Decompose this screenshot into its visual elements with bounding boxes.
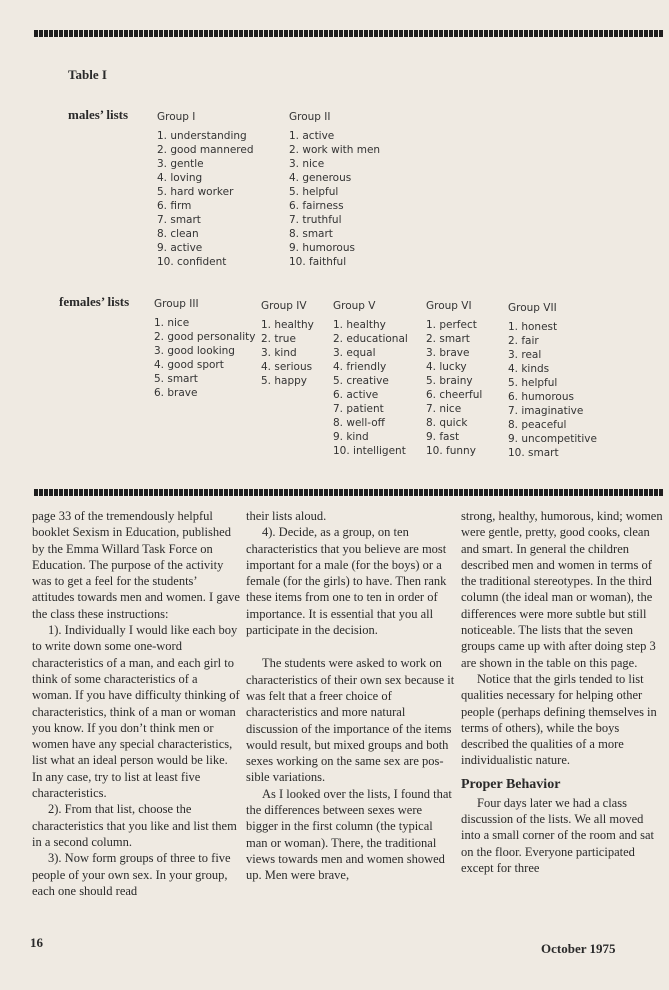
list-item: 10. smart: [508, 447, 559, 459]
group-heading: Group I: [157, 111, 196, 123]
males-label: males’ lists: [68, 107, 129, 122]
list-item: 4. loving: [157, 172, 203, 184]
list-item: 3. kind: [261, 347, 297, 359]
section-heading: Proper Behavior: [461, 776, 561, 792]
list-item: 5. happy: [261, 375, 307, 387]
list-item: 4. generous: [289, 172, 352, 184]
paragraph: page 33 of the tremendously helpful booklet Sexism in Education, published by the Emma Willard Task Force on Education. The purpose of the activity was to get a feel for the students’ attitudes towards men and women. I gave the class these instructions:: [32, 509, 240, 621]
table-title: Table I: [68, 67, 107, 82]
list-item: 3. equal: [333, 347, 376, 359]
list-item: 2. true: [261, 333, 296, 345]
paragraph: 2). From that list, choose the characteristics that you like and list them in a second column.: [32, 802, 237, 849]
list-item: 4. friendly: [333, 361, 387, 373]
list-item: 9. active: [157, 242, 203, 254]
list-item: 8. peaceful: [508, 419, 567, 431]
list-item: 2. fair: [508, 335, 539, 347]
paragraph: 3). Now form groups of three to five people of your own sex. In your group, each one should read: [32, 851, 231, 898]
article-column-2: [246, 508, 456, 884]
list-item: 3. real: [508, 349, 542, 361]
list-item: 1. healthy: [333, 319, 386, 331]
paragraph: strong, healthy, humorous, kind; women were gentle, pretty, good cooks, clean and smart. In general the children described men and women in terms of the traditional stereotypes. In the third column (the ideal man or woman), the differences were more subtle but still noticeable. The lists that the seven groups came up with after doing step 3 are shown in the table on this page.: [461, 509, 663, 670]
group-heading: Group VII: [508, 302, 557, 314]
list-item: 8. quick: [426, 417, 468, 429]
list-item: 9. humorous: [289, 242, 355, 254]
paragraph: The students were asked to work on characteristics of their own sex because it was felt that a freer choice of characteristics and more natural discussion of the importance of the items would result, but mixed groups and both sexes working on the same sex are possible variations.: [246, 656, 455, 785]
list-item: 3. good looking: [154, 345, 235, 357]
list-item: 6. brave: [154, 387, 198, 399]
paragraph: 4). Decide, as a group, on ten characteristics that you believe are most important for a male (for the boys) or a female (for the girls) to have. Then rank these items from one to ten in order of importance. It is essential that you all participate in the decision.: [246, 525, 447, 638]
article-column-3: [461, 508, 663, 876]
list-item: 9. kind: [333, 431, 369, 443]
list-item: 6. humorous: [508, 391, 574, 403]
group-7: [508, 302, 597, 460]
list-item: 6. active: [333, 389, 379, 401]
list-item: 7. patient: [333, 403, 384, 415]
list-item: 3. brave: [426, 347, 470, 359]
list-item: 4. kinds: [508, 363, 550, 375]
group-heading: Group VI: [426, 300, 472, 312]
paragraph: 1). Individually I would like each boy to write down some one-word characteristics of a man, and each girl to think of some characteristics of a woman. If you have difficulty thinking of characteristics, think of a man or woman you know. If you don’t think men or women have any special characteristics, list what an ideal person would be like. In any case, try to list at least five characteristics.: [32, 623, 240, 801]
list-item: 2. good personality: [154, 331, 256, 343]
list-item: 10. faithful: [289, 256, 347, 268]
middle-rule: [34, 489, 664, 496]
list-item: 3. gentle: [157, 158, 204, 170]
list-item: 6. cheerful: [426, 389, 483, 401]
list-item: 2. work with men: [289, 144, 381, 156]
list-item: 6. fairness: [289, 200, 344, 212]
issue-date: October 1975: [541, 941, 616, 956]
paragraph: their lists aloud.: [246, 509, 327, 523]
list-item: 1. perfect: [426, 319, 477, 331]
page-number: 16: [30, 935, 43, 950]
list-item: 5. smart: [154, 373, 198, 385]
list-item: 7. nice: [426, 403, 462, 415]
list-item: 8. well-off: [333, 417, 385, 429]
list-item: 2. educational: [333, 333, 408, 345]
list-item: 5. creative: [333, 375, 389, 387]
group-5: [333, 300, 408, 458]
article-column-1: [32, 508, 240, 899]
list-item: 4. lucky: [426, 361, 467, 373]
list-item: 2. good mannered: [157, 144, 254, 156]
females-label: females’ lists: [59, 294, 130, 309]
list-item: 5. brainy: [426, 375, 473, 387]
list-item: 10. funny: [426, 445, 476, 457]
group-2: [289, 111, 380, 269]
list-item: 6. firm: [157, 200, 192, 212]
list-item: 8. smart: [289, 228, 333, 240]
group-heading: Group V: [333, 300, 376, 312]
list-item: 7. smart: [157, 214, 201, 226]
list-item: 2. smart: [426, 333, 470, 345]
list-item: 7. truthful: [289, 214, 342, 226]
group-3: [154, 298, 255, 400]
list-item: 7. imaginative: [508, 405, 584, 417]
group-4: [261, 300, 314, 388]
list-item: 1. healthy: [261, 319, 314, 331]
list-item: 4. serious: [261, 361, 313, 373]
paragraph: Notice that the girls tended to list qualities necessary for helping other people (perhaps defining themselves in terms of others), while the boys described the qualities of a more individualistic nature.: [461, 671, 657, 768]
list-item: 5. hard worker: [157, 186, 234, 198]
group-6: [426, 300, 482, 458]
list-item: 4. good sport: [154, 359, 224, 371]
list-item: 9. uncompetitive: [508, 433, 597, 445]
group-heading: Group IV: [261, 300, 307, 312]
top-rule: [34, 30, 664, 37]
list-item: 1. nice: [154, 317, 190, 329]
list-item: 10. intelligent: [333, 445, 406, 457]
list-item: 10. confident: [157, 256, 227, 268]
group-1: [157, 111, 254, 269]
list-item: 9. fast: [426, 431, 460, 443]
group-heading: Group II: [289, 111, 331, 123]
list-item: 1. active: [289, 130, 335, 142]
list-item: 1. honest: [508, 321, 558, 333]
list-item: 5. helpful: [508, 377, 558, 389]
list-item: 8. clean: [157, 228, 199, 240]
list-item: 3. nice: [289, 158, 325, 170]
list-item: 1. understanding: [157, 130, 247, 142]
group-heading: Group III: [154, 298, 199, 310]
paragraph: Four days later we had a class discussion of the lists. We all moved into a small corner of the room and sat on the floor. Everyone participated except for three: [461, 795, 654, 875]
list-item: 5. helpful: [289, 186, 339, 198]
paragraph: As I looked over the lists, I found that the differences between sexes were bigger in the first column (the typical man or woman). There, the traditional views towards men and women showed up. Men were brave,: [246, 786, 452, 883]
